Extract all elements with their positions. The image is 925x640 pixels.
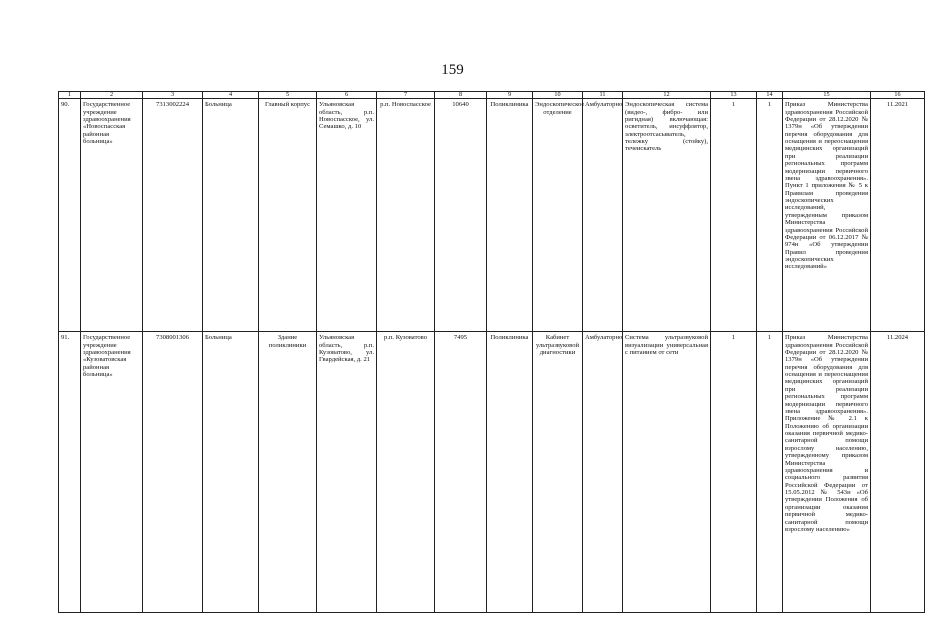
care-type: Амбулаторно [583, 332, 623, 613]
department-name: Эндоскопическое отделение [533, 99, 583, 332]
locality: р.п. Новоспасское [377, 99, 435, 332]
column-header: 5 [259, 92, 317, 99]
unit-name: Поликлиника [487, 99, 533, 332]
column-header: 11 [583, 92, 623, 99]
due-date: 11.2024 [871, 332, 925, 613]
column-header: 4 [203, 92, 259, 99]
building-name: Здание поликлиники [259, 332, 317, 613]
column-header: 3 [143, 92, 203, 99]
equipment-description: Эндоскопическая система (видео-, фибро- или ригидная) включающая: осветитель, инсуффлятор, электроотсасыватель, тележку (стойку), течеискатель [623, 99, 711, 332]
organization-name: Государственное учреждение здравоохранения «Новоспасская районная больница» [81, 99, 143, 332]
inn-code: 7308001306 [143, 332, 203, 613]
header-row [59, 92, 925, 99]
address: Ульяновская область, р.п. Новоспасское, ул. Семашко, д. 10 [317, 99, 377, 332]
table-row [59, 99, 925, 332]
column-header: 14 [757, 92, 783, 99]
column-header: 7 [377, 92, 435, 99]
column-header: 12 [623, 92, 711, 99]
column-header: 10 [533, 92, 583, 99]
care-type: Амбулаторно [583, 99, 623, 332]
organization-name: Государственное учреждение здравоохранения «Кузоватовская районная больница» [81, 332, 143, 613]
legal-basis: Приказ Министерства здравоохранения Российской Федерации от 28.12.2020 № 1379н «Об утверждении перечня оборудования для оснащения и переоснащения медицинских организаций при реализации региональных программ модернизации первичного звена здравоохранения». Приложение № 2.1 к Положению об организации оказания первичной медико-санитарной помощи взрослому населению, утвержденному приказом Министерства здравоохранения и социального развития Российской Федерации от 15.05.2012 № 543н «Об утверждении Положения об организации оказания первичной медико-санитарной помощи взрослому населению» [783, 332, 871, 613]
facility-type: Больница [203, 332, 259, 613]
facility-type: Больница [203, 99, 259, 332]
column-header: 6 [317, 92, 377, 99]
column-header: 1 [59, 92, 81, 99]
equipment-description: Система ультразвуковой визуализации универсальная с питанием от сети [623, 332, 711, 613]
column-header: 13 [711, 92, 757, 99]
quantity-a: 1 [711, 99, 757, 332]
equipment-table [58, 91, 925, 613]
locality: р.п. Кузоватово [377, 332, 435, 613]
page-number: 159 [441, 62, 464, 78]
legal-basis: Приказ Министерства здравоохранения Российской Федерации от 28.12.2020 № 1379н «Об утверждении перечня оборудования для оснащения и переоснащения медицинских организаций при реализации региональных программ модернизации первичного звена здравоохранения». Пункт 1 приложения № 5 к Правилам проведения эндоскопических исследований, утвержденным приказом Министерства здравоохранения Российской Федерации от 06.12.2017 № 974н «Об утверждении Правил проведения эндоскопических исследований» [783, 99, 871, 332]
quantity-a: 1 [711, 332, 757, 613]
due-date: 11.2021 [871, 99, 925, 332]
population: 10640 [435, 99, 487, 332]
table-row [59, 332, 925, 613]
row-number: 90. [59, 99, 81, 332]
quantity-b: 1 [757, 99, 783, 332]
column-header: 8 [435, 92, 487, 99]
population: 7495 [435, 332, 487, 613]
column-header: 16 [871, 92, 925, 99]
department-name: Кабинет ультразвуковой диагностики [533, 332, 583, 613]
inn-code: 7313002224 [143, 99, 203, 332]
address: Ульяновская область, р.п. Кузоватово, ул. Гвардейская, д. 21 [317, 332, 377, 613]
building-name: Главный корпус [259, 99, 317, 332]
column-header: 9 [487, 92, 533, 99]
column-header: 2 [81, 92, 143, 99]
row-number: 91. [59, 332, 81, 613]
unit-name: Поликлиника [487, 332, 533, 613]
column-header: 15 [783, 92, 871, 99]
quantity-b: 1 [757, 332, 783, 613]
